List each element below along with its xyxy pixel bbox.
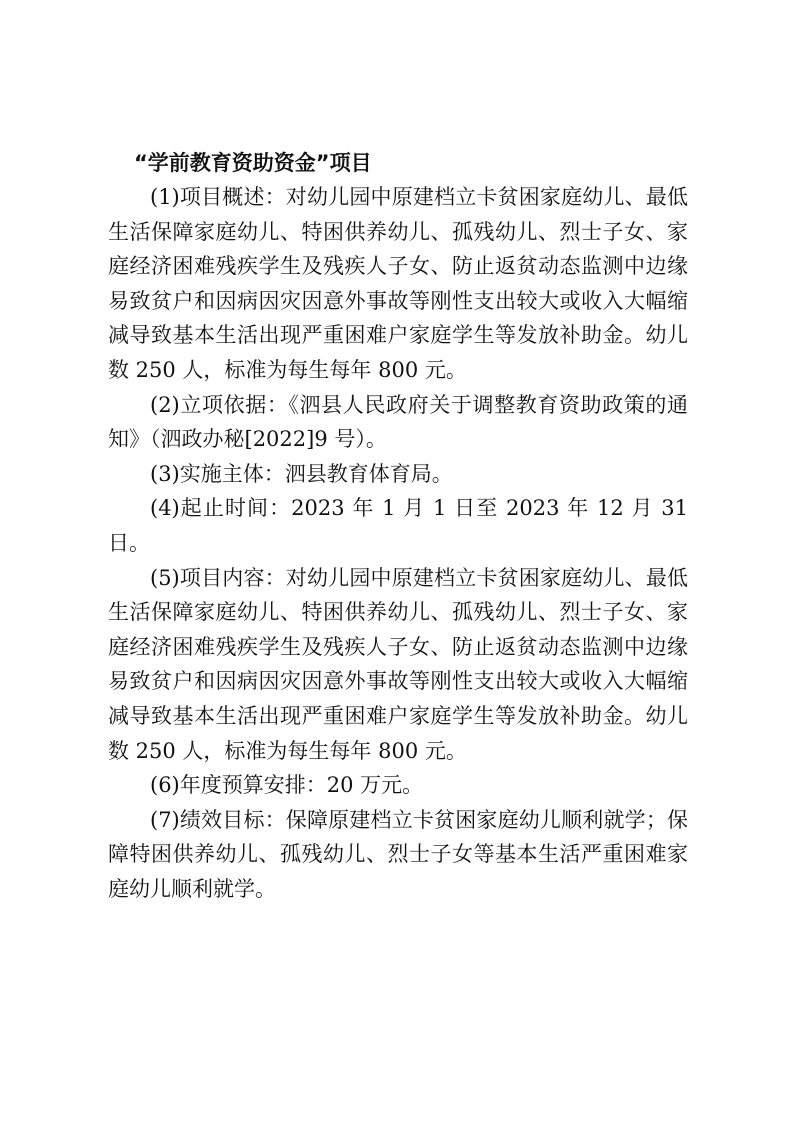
paragraph-budget: (6)年度预算安排：20 万元。 — [150, 773, 424, 798]
paragraph-period: (4)起止时间：2023 年 1 月 1 日至 2023 年 12 月 31 日。 — [108, 496, 688, 555]
document-body — [108, 146, 688, 906]
paragraph-project-overview: (1)项目概述：对幼儿园中原建档立卡贫困家庭幼儿、最低生活保障家庭幼儿、特困供养幼儿、孤残幼儿、烈士子女、家庭经济困难残疾学生及残疾人子女、防止返贫动态监测中边缘易致贫户和因病因灾因意外事故等刚性支出较大或收入大幅缩减导致基本生活出现严重困难户家庭学生等发放补助金。幼儿数 250 人，标准为每生每年 800 元。 — [108, 185, 688, 382]
paragraph-project-content: (5)项目内容：对幼儿园中原建档立卡贫困家庭幼儿、最低生活保障家庭幼儿、特困供养幼儿、孤残幼儿、烈士子女、家庭经济困难残疾学生及残疾人子女、防止返贫动态监测中边缘易致贫户和因病因灾因意外事故等刚性支出较大或收入大幅缩减导致基本生活出现严重困难户家庭学生等发放补助金。幼儿数 250 人，标准为每生每年 800 元。 — [108, 565, 688, 763]
paragraph-basis: (2)立项依据：《泗县人民政府关于调整教育资助政策的通知》（泗政办秘[2022]9 号）。 — [108, 392, 688, 452]
paragraph-performance-goals: (7)绩效目标：保障原建档立卡贫困家庭幼儿顺利就学；保障特困供养幼儿、孤残幼儿、烈士子女等基本生活严重困难家庭幼儿顺利就学。 — [108, 807, 688, 901]
paragraph-implementer: (3)实施主体：泗县教育体育局。 — [150, 461, 453, 486]
section-heading: “学前教育资助资金”项目 — [134, 151, 372, 175]
